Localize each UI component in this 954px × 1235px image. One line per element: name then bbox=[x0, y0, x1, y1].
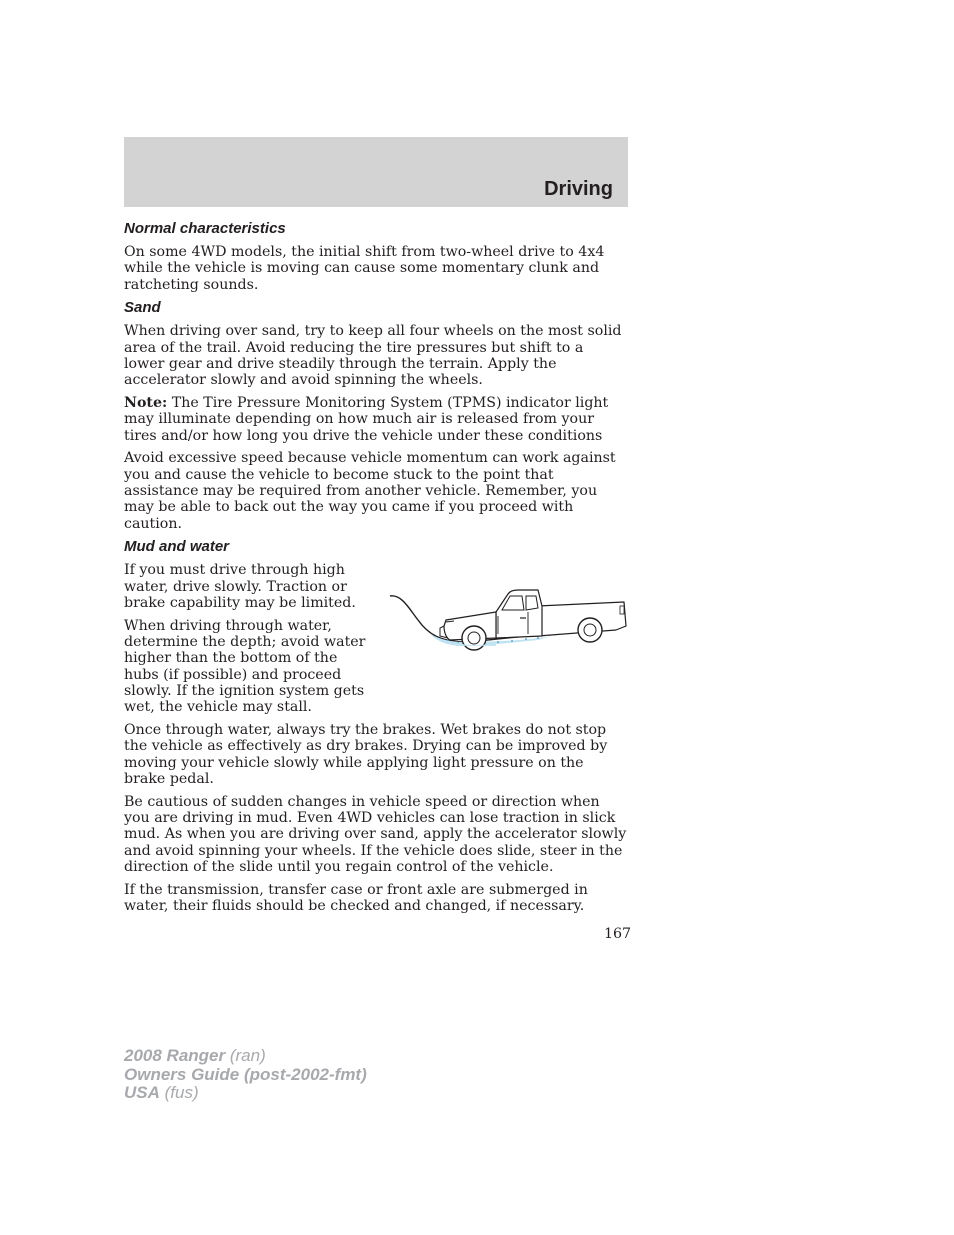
heading-normal-characteristics: Normal characteristics bbox=[124, 220, 286, 237]
page-number: 167 bbox=[604, 926, 632, 942]
footer-market-code: (fus) bbox=[159, 1083, 199, 1102]
paragraph: On some 4WD models, the initial shift from two-wheel drive to 4x4 while the vehicle is moving can cause some momentary clunk and ratcheting sounds. bbox=[124, 244, 605, 293]
note-label: Note: bbox=[124, 395, 168, 412]
footer-line-2: Owners Guide (post-2002-fmt) bbox=[124, 1064, 367, 1084]
heading-sand: Sand bbox=[124, 299, 161, 317]
truck-in-water-illustration bbox=[388, 576, 628, 656]
paragraph: Be cautious of sudden changes in vehicle speed or direction when you are driving in mud. Even 4WD vehicles can lose traction in slick mud. As when you are driving over sand, apply the accelerator slowly and avoid spinning your wheels. If the vehicle does slide, steer in the direction of the slide until you regain control of the vehicle. bbox=[124, 793, 627, 875]
section-header-band bbox=[124, 137, 628, 207]
note-text: The Tire Pressure Monitoring System (TPMS) indicator light may illuminate depending on how much air is released from your tires and/or how long you drive the vehicle under these conditions bbox=[124, 395, 609, 444]
note-paragraph bbox=[124, 395, 628, 444]
page-content bbox=[124, 220, 628, 921]
section-title: Driving bbox=[544, 178, 613, 200]
paragraph: If you must drive through high water, drive slowly. Traction or brake capability may be limited. bbox=[124, 562, 356, 612]
footer-line-1 bbox=[124, 1047, 367, 1066]
paragraph: Once through water, always try the brakes. Wet brakes do not stop the vehicle as effectively as dry brakes. Drying can be improved by moving your vehicle slowly while applying light pressure on the brake pedal. bbox=[124, 722, 608, 788]
footer-model: 2008 Ranger bbox=[124, 1046, 226, 1065]
paragraph: Avoid excessive speed because vehicle momentum can work against you and cause the vehicle to become stuck to the point that assistance may be required from another vehicle. Remember, you may be able to back out the way you came if you proceed with caution. bbox=[124, 450, 616, 532]
document-footer bbox=[124, 1047, 367, 1103]
mud-text-column bbox=[124, 562, 372, 715]
footer-line-3 bbox=[124, 1084, 367, 1103]
heading-mud-and-water: Mud and water bbox=[124, 538, 230, 556]
paragraph: If the transmission, transfer case or front axle are submerged in water, their fluids should be checked and changed, if necessary. bbox=[124, 881, 588, 915]
paragraph: When driving through water, determine the depth; avoid water higher than the bottom of the hubs (if possible) and proceed slowly. If the ignition system gets wet, the vehicle may stall. bbox=[124, 617, 366, 716]
footer-model-code: (ran) bbox=[225, 1046, 266, 1065]
mud-water-block bbox=[124, 562, 628, 715]
footer-market: USA bbox=[124, 1083, 160, 1102]
paragraph: When driving over sand, try to keep all four wheels on the most solid area of the trail. Avoid reducing the tire pressures but shift to a lower gear and drive steadily through the terrain. Apply the accelerator slowly and avoid spinning the wheels. bbox=[124, 323, 622, 389]
